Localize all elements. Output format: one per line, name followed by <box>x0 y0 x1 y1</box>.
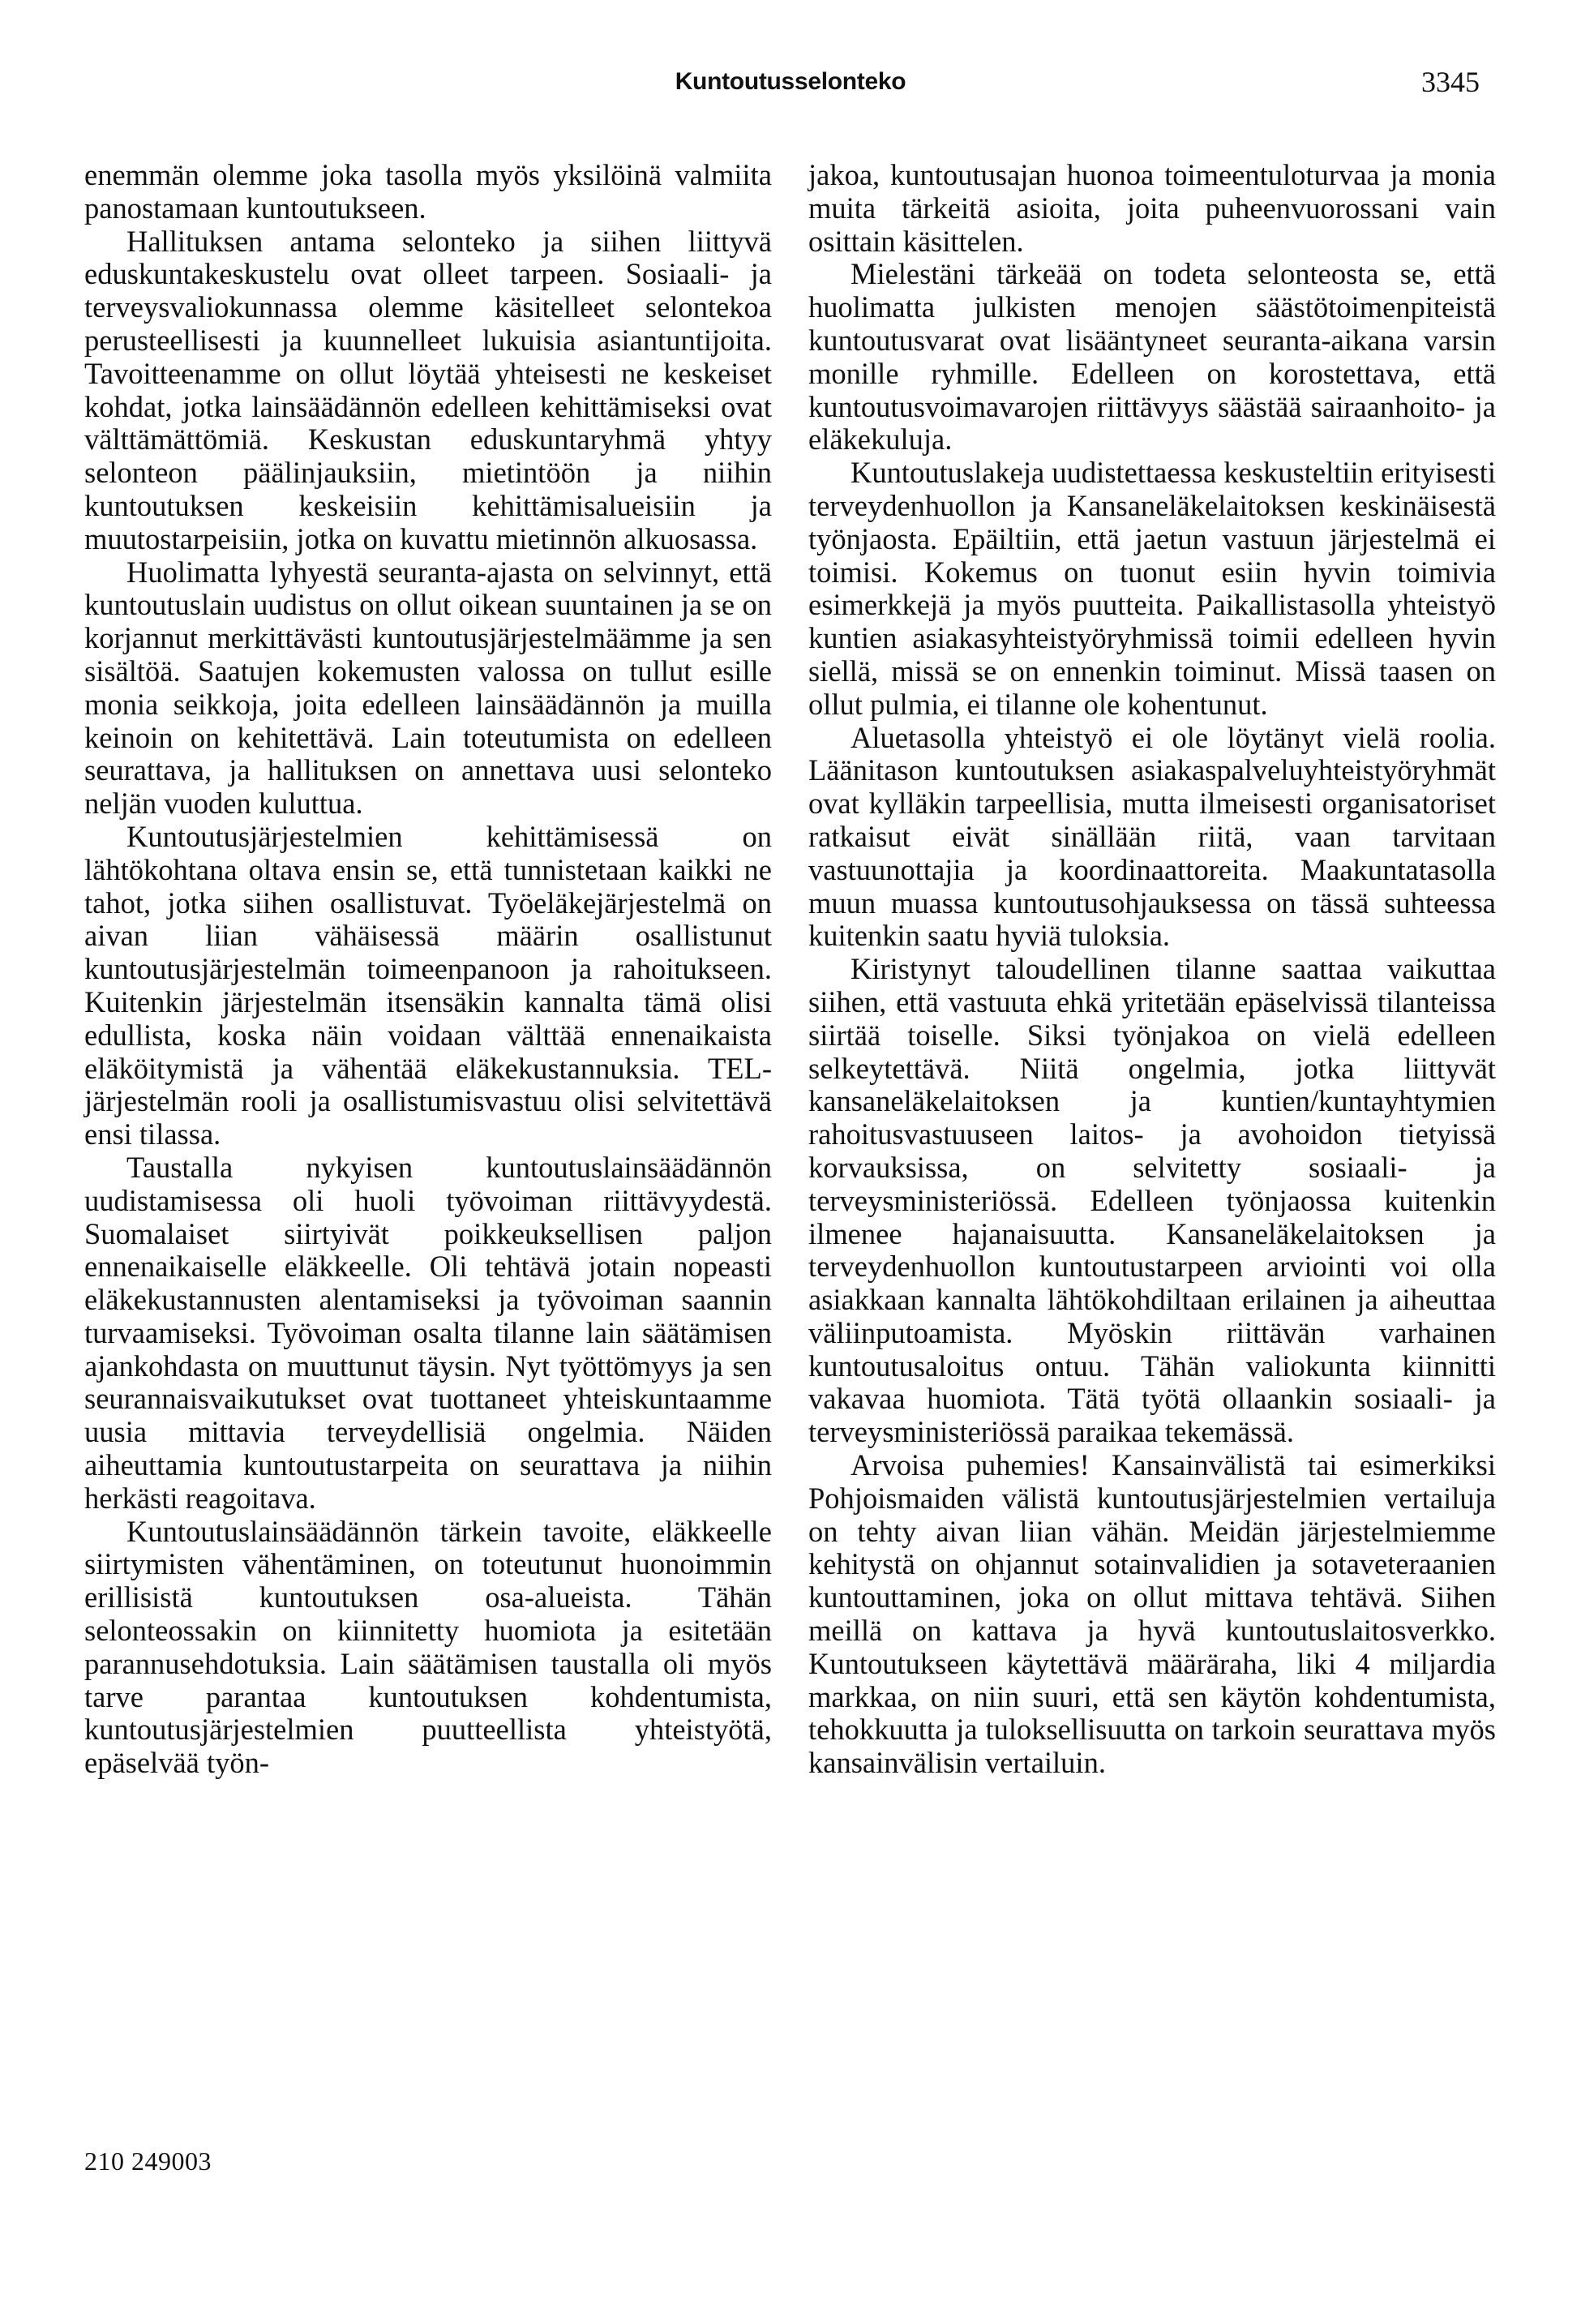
paragraph: Kuntoutuslainsäädännön tärkein tavoite, eläkkeelle siirtymisten vähentäminen, on toteutunut huonoimmin erillisistä kuntoutuksen osa-alueista. Tähän selonteossakin on kiinnitetty huomiota ja esitetään parannusehdotuksia. Lain säätämisen taustalla oli myös tarve parantaa kuntoutuksen kohdentumista, kuntoutusjärjestelmien puutteellista yhteistyötä, epäselvää työn- <box>84 1514 772 1780</box>
paragraph: Huolimatta lyhyestä seuranta-ajasta on selvinnyt, että kuntoutuslain uudistus on ollut oikean suuntainen ja se on korjannut merkittävästi kuntoutusjärjestelmäämme ja sen sisältöä. Saatujen kokemusten valossa on tullut esille monia seikkoja, joita edelleen lainsäädännön ja muilla keinoin on kehitettävä. Lain toteutumista on edelleen seurattava, ja hallituksen on annettava uusi selonteko neljän vuoden kuluttua. <box>84 555 772 821</box>
paragraph: Aluetasolla yhteistyö ei ole löytänyt vielä roolia. Läänitason kuntoutuksen asiakaspalveluyhteistyöryhmät ovat kylläkin tarpeellisia, mutta ilmeisesti organisatoriset ratkaisut eivät sinällään riitä, vaan tarvitaan vastuunottajia ja koordinaattoreita. Maakuntatasolla muun muassa kuntoutusohjauksessa on tässä suhteessa kuitenkin saatu hyviä tuloksia. <box>808 720 1496 953</box>
paragraph: Mielestäni tärkeää on todeta selonteosta se, että huolimatta julkisten menojen säästötoimenpiteistä kuntoutusvarat ovat lisääntyneet seuranta-aikana varsin monille ryhmille. Edelleen on korostettava, että kuntoutusvoimavarojen riittävyys säästää sairaanhoito- ja eläkekuluja. <box>808 257 1496 457</box>
paragraph: Kuntoutuslakeja uudistettaessa keskusteltiin erityisesti terveydenhuollon ja Kansaneläkelaitoksen keskinäisestä työnjaosta. Epäiltiin, että jaetun vastuun järjestelmä ei toimisi. Kokemus on tuonut esiin hyvin toimivia esimerkkejä ja myös puutteita. Paikallistasolla yhteistyö kuntien asiakasyhteistyöryhmissä toimii edelleen hyvin siellä, missä se on ennenkin toiminut. Missä taasen on ollut pulmia, ei tilanne ole kohentunut. <box>808 456 1496 721</box>
paragraph-continuation: enemmän olemme joka tasolla myös yksilöinä valmiita panostamaan kuntoutukseen. <box>84 158 772 225</box>
paragraph: Arvoisa puhemies! Kansainvälistä tai esimerkiksi Pohjoismaiden välistä kuntoutusjärjestelmien vertailuja on tehty aivan liian vähän. Meidän järjestelmiemme kehitystä on ohjannut sotainvalidien ja sotaveteraanien kuntouttaminen, joka on ollut mittava tehtävä. Siihen meillä on kattava ja hyvä kuntoutuslaitosverkko. Kuntoutukseen käytettävä määräraha, liki 4 miljardia markkaa, on niin suuri, että sen käytön kohdentumista, tehokkuutta ja tuloksellisuutta on tarkoin seurattava myös kansainvälisin vertailuin. <box>808 1448 1496 1780</box>
page-number: 3345 <box>1421 66 1480 98</box>
footer-print-code: 210 249003 <box>84 2146 212 2176</box>
left-column <box>84 159 772 1780</box>
right-column <box>808 159 1496 1780</box>
page-header <box>0 68 1581 107</box>
paragraph: Kuntoutusjärjestelmien kehittämisessä on lähtökohtana oltava ensin se, että tunnistetaan kaikki ne tahot, jotka siihen osallistuvat. Työeläkejärjestelmä on aivan liian vähäisessä määrin osallistunut kuntoutusjärjestelmän toimeenpanoon ja rahoitukseen. Kuitenkin järjestelmän itsensäkin kannalta tämä olisi edullista, koska näin voidaan välttää ennenaikaista eläköitymistä ja vähentää eläkekustannuksia. TEL-järjestelmän rooli ja osallistumisvastuu olisi selvitettävä ensi tilassa. <box>84 819 772 1151</box>
paragraph: Hallituksen antama selonteko ja siihen liittyvä eduskuntakeskustelu ovat olleet tarpeen. Sosiaali- ja terveysvaliokunnassa olemme käsitelleet selontekoa perusteellisesti ja kuunnelleet lukuisia asiantuntijoita. Tavoitteenamme on ollut löytää yhteisesti ne keskeiset kohdat, jotka lainsäädännön edelleen kehittämiseksi ovat välttämättömiä. Keskustan eduskuntaryhmä yhtyy selonteon päälinjauksiin, mietintöön ja niihin kuntoutuksen keskeisiin kehittämisalueisiin ja muutostarpeisiin, jotka on kuvattu mietinnön alkuosassa. <box>84 224 772 555</box>
paragraph: Taustalla nykyisen kuntoutuslainsäädännön uudistamisessa oli huoli työvoiman riittävyydestä. Suomalaiset siirtyivät poikkeuksellisen paljon ennenaikaiselle eläkkeelle. Oli tehtävä jotain nopeasti eläkekustannusten alentamiseksi ja työvoiman saannin turvaamiseksi. Työvoiman osalta tilanne lain säätämisen ajankohdasta on muuttunut täysin. Nyt työttömyys ja sen seurannaisvaikutukset ovat tuottaneet yhteiskuntaamme uusia mittavia terveydellisiä ongelmia. Näiden aiheuttamia kuntoutustarpeita on seurattava ja niihin herkästi reagoitava. <box>84 1150 772 1515</box>
paragraph-continuation: jakoa, kuntoutusajan huonoa toimeentuloturvaa ja monia muita tärkeitä asioita, joita puheenvuorossani vain osittain käsittelen. <box>808 158 1496 258</box>
running-title: Kuntoutusselonteko <box>675 68 906 95</box>
paragraph: Kiristynyt taloudellinen tilanne saattaa vaikuttaa siihen, että vastuuta ehkä yritetään epäselvissä tilanteissa siirtää toiselle. Siksi työnjakoa on vielä edelleen selkeytettävä. Niitä ongelmia, jotka liittyvät kansaneläkelaitoksen ja kuntien/kuntayhtymien rahoitusvastuuseen laitos- ja avohoidon tietyissä korvauksissa, on selvitetty sosiaali- ja terveysministeriössä. Edelleen työnjaossa kuitenkin ilmenee hajanaisuutta. Kansaneläkelaitoksen ja terveydenhuollon kuntoutustarpeen arviointi voi olla asiakkaan kannalta lähtökohdiltaan erilainen ja aiheuttaa väliinputoamista. Myöskin riittävän varhainen kuntoutusaloitus ontuu. Tähän valiokunta kiinnitti vakavaa huomiota. Tätä työtä ollaankin sosiaali- ja terveysministeriössä paraikaa tekemässä. <box>808 952 1496 1449</box>
